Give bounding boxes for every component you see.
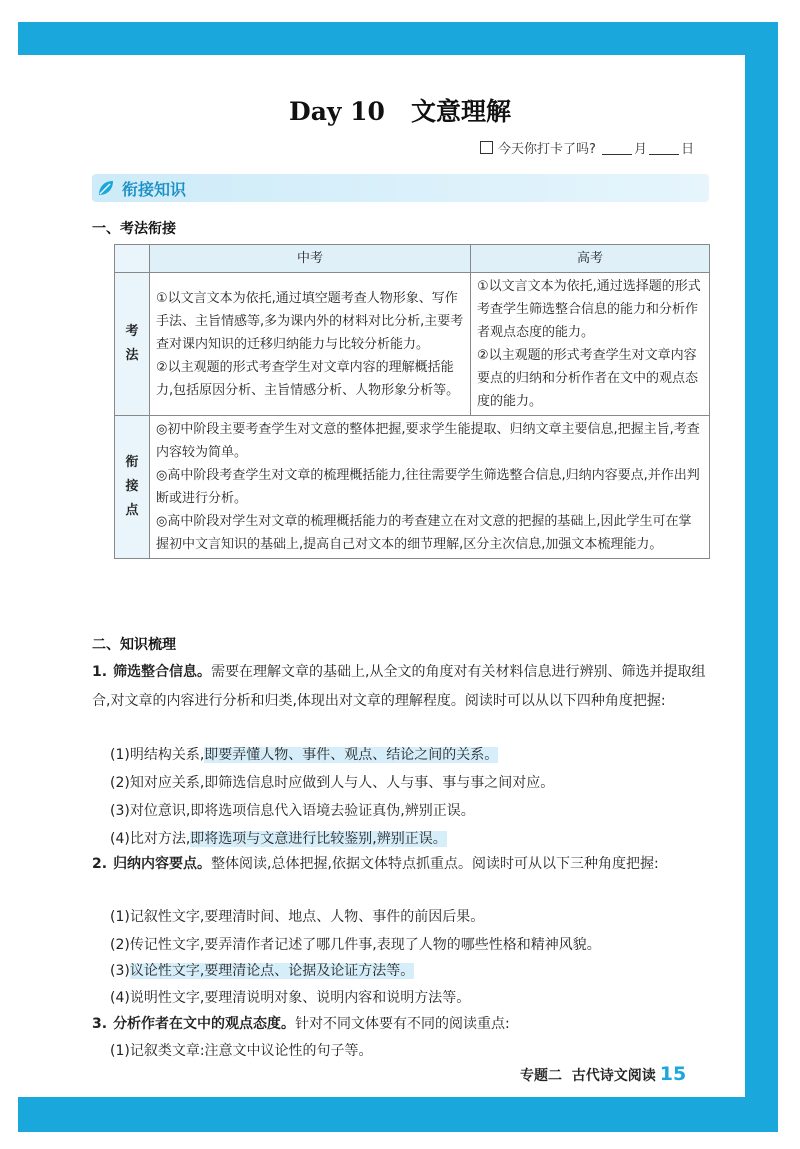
top-color-bar — [18, 22, 778, 55]
day-label: Day 10 — [289, 97, 385, 126]
point-keyword: 分析作者在文中的观点态度。 — [113, 1016, 296, 1032]
row-label-char: 考 — [125, 324, 139, 339]
list-item: (2)传记性文字,要弄清作者记述了哪几件事,表现了人物的哪些性格和精神风貌。 — [110, 937, 601, 953]
point-text: 需要在理解文章的基础上,从全文的角度对有关材料信息进行辨别、筛选并提取组合,对文章的内容进行分析和归类,体现出对文章的理解程度。阅读时可以从以下四种角度把握: — [92, 664, 706, 709]
cell-high-kaofa — [471, 273, 710, 416]
section-header — [92, 174, 709, 202]
point-number: 2. — [92, 856, 108, 872]
highlighted-text: 议论性文字,要理清论点、论据及论证方法等。 — [129, 963, 415, 979]
list-item — [110, 828, 447, 848]
checkin-text: 今天你打卡了吗? — [498, 142, 596, 157]
table-row — [115, 273, 710, 416]
list-item — [110, 960, 414, 980]
leaf-icon — [96, 178, 116, 198]
part1-heading: 一、考法衔接 — [92, 221, 176, 237]
page-title — [0, 92, 800, 128]
comparison-table — [114, 244, 710, 559]
table-header-row — [115, 245, 710, 273]
list-item: (3)对位意识,即将选项信息代入语境去验证真伪,辨别正误。 — [110, 803, 475, 819]
section-label: 衔接知识 — [122, 180, 187, 199]
col-header-middle: 中考 — [150, 245, 471, 273]
topic-label: 文意理解 — [410, 97, 511, 126]
point-number: 1. — [92, 664, 108, 680]
page-footer — [520, 1063, 686, 1085]
footer-section: 专题二 — [520, 1068, 562, 1084]
highlighted-text: 即将选项与文意进行比较鉴别,辨别正误。 — [190, 831, 447, 847]
list-item: (1)记叙类文章:注意文中议论性的句子等。 — [110, 1043, 373, 1059]
point-3 — [92, 1010, 717, 1039]
row-label-xianjiedian — [115, 416, 150, 559]
checkin-checkbox[interactable] — [480, 141, 493, 154]
point-number: 3. — [92, 1016, 108, 1032]
list-item: (1)记叙性文字,要理清时间、地点、人物、事件的前因后果。 — [110, 909, 485, 925]
page-number: 15 — [659, 1063, 687, 1085]
cell-paragraph: ①以文言文本为依托,通过填空题考查人物形象、写作手法、主旨情感等,多为课内外的材料对比分析,主要考查对课内知识的迁移归纳能力与比较分析能力。 — [156, 290, 464, 352]
row-label-char: 法 — [125, 348, 139, 363]
cell-paragraph: ②以主观题的形式考查学生对文章内容要点的归纳和分析作者在文中的观点态度的能力。 — [477, 348, 699, 409]
cell-paragraph: ①以文言文本为依托,通过选择题的形式考查学生筛选整合信息的能力和分析作者观点态度的能力。 — [477, 279, 701, 340]
row-label-char: 衔 — [125, 455, 139, 470]
checkin-line — [480, 138, 694, 157]
part2-heading: 二、知识梳理 — [92, 637, 176, 653]
list-item: (2)知对应关系,即筛选信息时应做到人与人、人与事、事与事之间对应。 — [110, 775, 555, 791]
row-label-kaofa — [115, 273, 150, 416]
table-row — [115, 416, 710, 559]
sub-text: (1)明结构关系, — [110, 747, 205, 763]
row-label-char: 点 — [125, 503, 139, 518]
list-item: (4)说明性文字,要理清说明对象、说明内容和说明方法等。 — [110, 990, 471, 1006]
right-color-bar — [745, 22, 778, 1132]
point-2 — [92, 850, 717, 879]
month-label: 月 — [634, 142, 648, 157]
month-blank[interactable] — [602, 142, 632, 155]
point-text: 整体阅读,总体把握,依据文体特点抓重点。阅读时可从以下三种角度把握: — [211, 856, 659, 872]
cell-paragraph: ②以主观题的形式考查学生对文章内容的理解概括能力,包括原因分析、主旨情感分析、人物形象分析等。 — [156, 359, 460, 398]
day-label-text: 日 — [681, 142, 695, 157]
list-item — [110, 744, 498, 764]
highlighted-text: 即要弄懂人物、事件、观点、结论之间的关系。 — [204, 747, 499, 763]
footer-chapter: 古代诗文阅读 — [571, 1068, 656, 1084]
table-corner — [115, 245, 150, 273]
sub-text: (3) — [110, 963, 130, 979]
cell-middle-kaofa — [150, 273, 471, 416]
point-text: 针对不同文体要有不同的阅读重点: — [295, 1016, 510, 1032]
cell-paragraph: ◎高中阶段对学生对文章的梳理概括能力的考查建立在对文意的把握的基础上,因此学生可在掌握初中文言知识的基础上,提高自己对文本的细节理解,区分主次信息,加强文本梳理能力。 — [156, 514, 692, 552]
point-1 — [92, 658, 717, 715]
cell-paragraph: ◎高中阶段考查学生对文章的梳理概括能力,往往需要学生筛选整合信息,归纳内容要点,并作出判断或进行分析。 — [156, 468, 700, 506]
sub-text: (4)比对方法, — [110, 831, 191, 847]
cell-paragraph: ◎初中阶段主要考查学生对文意的整体把握,要求学生能提取、归纳文章主要信息,把握主旨,考查内容较为简单。 — [156, 422, 700, 460]
bottom-color-bar — [18, 1097, 778, 1132]
col-header-high: 高考 — [471, 245, 710, 273]
point-keyword: 筛选整合信息。 — [113, 664, 212, 680]
point-keyword: 归纳内容要点。 — [113, 856, 212, 872]
day-blank[interactable] — [649, 142, 679, 155]
cell-xianjiedian — [150, 416, 710, 559]
row-label-char: 接 — [125, 479, 139, 494]
